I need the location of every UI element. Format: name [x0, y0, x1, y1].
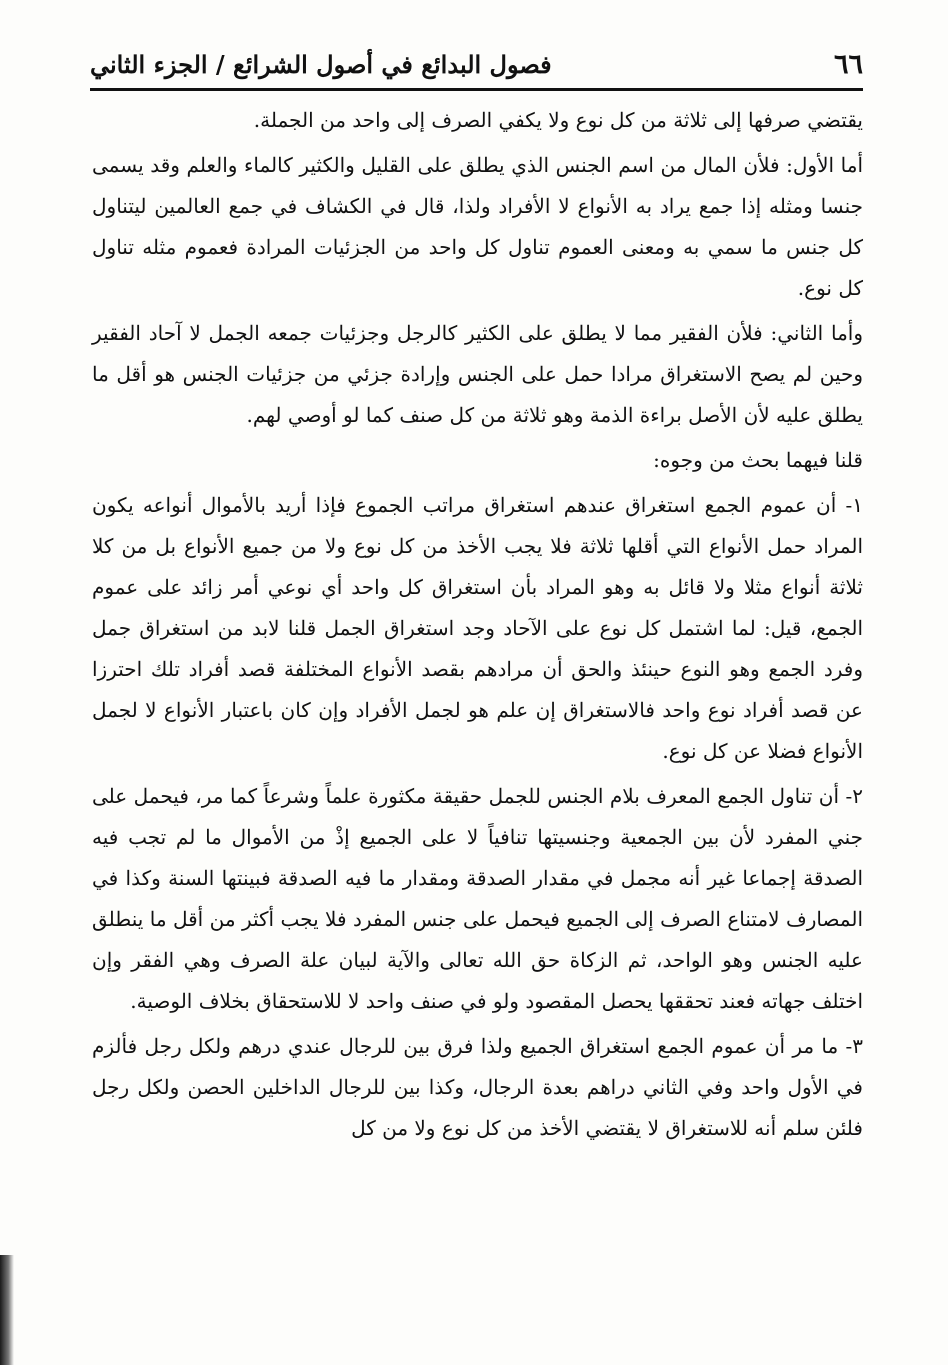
paragraph-first-argument: أما الأول: فلأن المال من اسم الجنس الذي يطلق على القليل والكثير كالماء والعلم وقد يسمى جنسا ومثله إذا جمع يراد به الأنواع لا الأفراد ولذا، قال في الكشاف في جمع العالمين ليتناول كل جنس ما سمي به ومعنى العموم تناول كل واحد من الجزئيات المرادة فعموم مثله تناول كل نوع.	[92, 153, 863, 300]
paragraph-point-1: ١- أن عموم الجمع استغراق عندهم استغراق مراتب الجموع فإذا أريد بالأموال أنواعه يكون المراد حمل الأنواع التي أقلها ثلاثة فلا يجب الأخذ من كل نوع ولا من جميع الأنواع بل من كلا ثلاثة أنواع مثلا ولا قائل به وهو المراد بأن استغراق كل واحد أي نوعي أمر زائد على عموم الجمع، قيل: لما اشتمل كل نوع على الآحاد وجد استغراق الجمل قلنا لابد من استغراق جمل وفرد الجمع وهو النوع حينئذ والحق أن مرادهم بقصد الأنواع المختلفة قصد أفراد تلك احترزا عن قصد أفراد نوع واحد فالاستغراق إن علم هو لجمل الأفراد وإن كان باعتبار الأنواع لا لجمل الأنواع فضلا عن كل نوع.	[92, 493, 864, 763]
body-text	[92, 100, 863, 1153]
paragraph-point-2: ٢- أن تناول الجمع المعرف بلام الجنس للجمل حقيقة مكثورة علماً وشرعاً كما مر، فيحمل على جني المفرد لأن بين الجمعية وجنسيتها تنافياً لا على الجميع إذْ من الأموال ما لم تجب فيه الصدقة إجماعا غير أنه مجمل في مقدار الصدقة ومقدار ما فيه الصدقة فبينتها السنة وكذا في المصارف لامتناع الصرف إلى الجميع فيحمل على جنس المفرد فلا يجب أكثر من أقل ما ينطلق عليه الجنس وهو الواحد، ثم الزكاة حق الله تعالى والآية لبيان علة الصرف وهي الفقر وإن اختلف جهاته فعند تحققها يحصل المقصود ولو في صنف واحد لا للاستحقاق بخلاف الوصية.	[92, 784, 863, 1013]
paragraph-objection-intro: قلنا فيهما بحث من وجوه:	[653, 448, 863, 472]
paragraph-point-3: ٣- ما مر أن عموم الجمع استغراق الجميع ولذا فرق بين للرجال عندي درهم ولكل رجل فألزم في الأول واحد وفي الثاني دراهم بعدة الرجال، وكذا بين للرجال الداخلين الحصن ولكل رجل فلئن سلم أنه للاستغراق لا يقتضي الأخذ من كل نوع ولا من كل	[92, 1034, 863, 1140]
paragraph-second-argument: وأما الثاني: فلأن الفقير مما لا يطلق على الكثير كالرجل وجزئيات جمعه الجمل لا آحاد الفقير وحين لم يصح الاستغراق مرادا حمل على الجنس وإرادة جزئي من جزئيات الجنس هو أقل ما يطلق عليه لأن الأصل براءة الذمة وهو ثلاثة من كل صنف كما لو أوصي لهم.	[92, 321, 863, 427]
page-header	[90, 40, 863, 91]
paragraph-continuation: يقتضي صرفها إلى ثلاثة من كل نوع ولا يكفي الصرف إلى واحد من الجملة.	[253, 108, 863, 132]
scan-shadow	[0, 1255, 14, 1365]
running-title: فصول البدائع في أصول الشرائع / الجزء الثاني	[90, 49, 552, 79]
page-number: ٦٦	[833, 48, 863, 80]
